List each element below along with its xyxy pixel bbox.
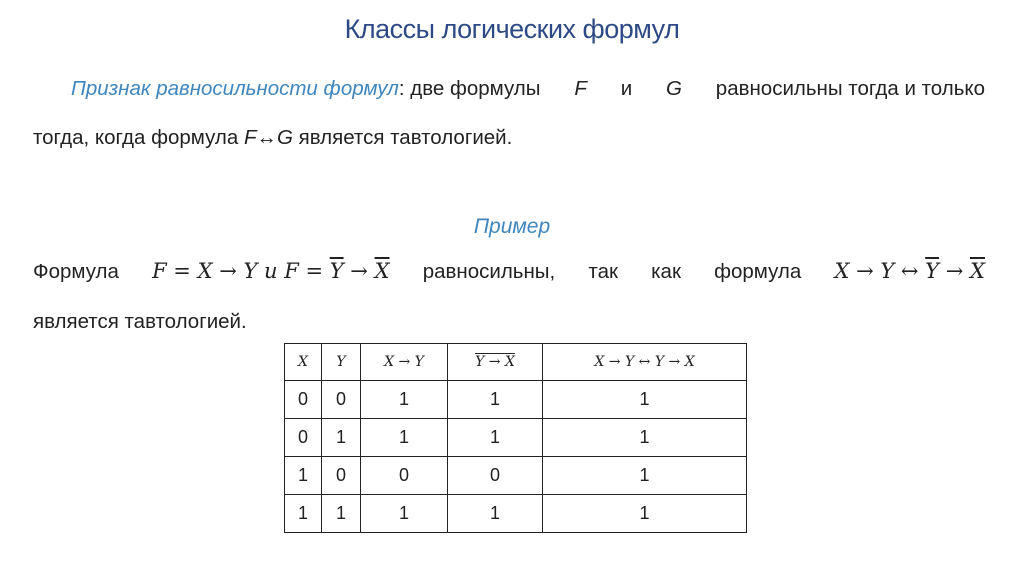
example-label: Пример <box>473 215 551 238</box>
conj-and: и <box>620 77 633 100</box>
cell: 1 <box>448 495 543 533</box>
cell: 1 <box>285 495 322 533</box>
cell: 1 <box>448 419 543 457</box>
cell: 0 <box>361 457 448 495</box>
example-tail: является тавтологией. <box>33 310 247 333</box>
cell: 1 <box>285 457 322 495</box>
as-word: как <box>651 260 681 283</box>
arrow-2: → <box>939 259 970 283</box>
header-x: X <box>285 344 322 381</box>
cell: 1 <box>361 419 448 457</box>
cell: 1 <box>543 419 747 457</box>
arrow: → <box>343 259 375 283</box>
header-equivalence: X → Y ↔ Y → X <box>543 344 747 381</box>
x-bar-2: $\overline{X}$ <box>970 259 985 283</box>
cell: 1 <box>543 457 747 495</box>
table-row <box>285 457 747 495</box>
header-x-implies-y: X → Y <box>361 344 448 381</box>
cell: 1 <box>361 495 448 533</box>
header-y: Y <box>322 344 361 381</box>
criterion-line2-start: тогда, когда формула <box>33 126 239 149</box>
cell: 0 <box>448 457 543 495</box>
cell: 1 <box>448 381 543 419</box>
criterion-line1-end: равносильны тогда и только <box>715 77 985 100</box>
cell: 0 <box>285 419 322 457</box>
header-ybar-implies-xbar-text: Y → X <box>475 354 515 370</box>
table-row <box>285 495 747 533</box>
formula-fg: F↔G <box>243 126 293 149</box>
criterion-line2-end: является тавтологией. <box>298 126 513 149</box>
x-bar: $\overline{X}$ <box>374 259 390 283</box>
y-bar-2: $\overline{Y}$ <box>925 259 940 283</box>
formula-g: G <box>666 77 682 100</box>
table-row <box>285 419 747 457</box>
table-row <box>285 381 747 419</box>
truth-table <box>284 343 747 533</box>
criterion-line1-rest: : две формулы <box>398 77 541 100</box>
truth-table-header <box>285 344 747 381</box>
slide-title: Классы логических формул <box>344 14 680 44</box>
criterion-line-1 <box>71 74 985 104</box>
since-word: так <box>588 260 618 283</box>
cell: 0 <box>285 381 322 419</box>
cell: 1 <box>322 495 361 533</box>
tautology-formula <box>834 259 985 283</box>
cell: 1 <box>361 381 448 419</box>
cell: 1 <box>322 419 361 457</box>
cell: 1 <box>543 381 747 419</box>
tautology-left: X → Y ↔ <box>834 259 926 283</box>
equiv-text: равносильны, <box>422 260 556 283</box>
criterion-term: Признак равносильности формул <box>71 77 399 100</box>
example-formula-row <box>33 259 985 284</box>
cell: 1 <box>543 495 747 533</box>
formula-pair <box>152 259 389 283</box>
criterion-line-2 <box>33 123 512 153</box>
formula-f: F <box>574 77 587 100</box>
formula-pair-left: F = X → Y и F = <box>152 259 330 283</box>
formula-word: Формула <box>33 260 119 283</box>
header-ybar-implies-xbar <box>448 344 543 381</box>
cell: 0 <box>322 457 361 495</box>
y-bar: $\overline{Y}$ <box>329 259 344 283</box>
cell: 0 <box>322 381 361 419</box>
formula-word-2: формула <box>714 260 802 283</box>
criterion-paragraph <box>33 74 985 149</box>
